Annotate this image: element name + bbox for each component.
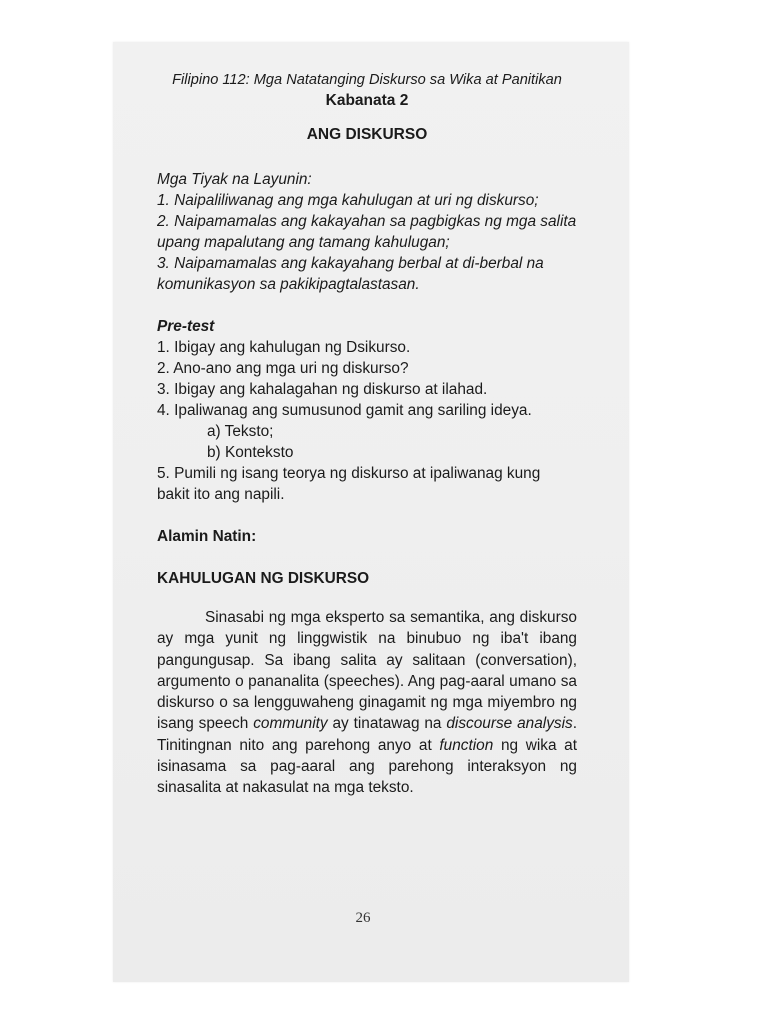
objective-item: 2. Naipamamalas ang kakayahan sa pagbigkas ng mga salita upang mapalutang ang tamang kahulugan; (157, 213, 577, 251)
objective-item: 3. Naipamamalas ang kakayahang berbal at di-berbal na komunikasyon sa pakikipagtalastasan. (157, 255, 544, 293)
pretest-item: 1. Ibigay ang kahulugan ng Dsikurso. (157, 339, 411, 356)
pretest-item: 3. Ibigay ang kahalagahan ng diskurso at ilahad. (157, 381, 488, 398)
paragraph-text: ng wika at isinasama sa pag-aaral ang parehong interaksyon ng sinasalita at nakasulat na mga teksto. (157, 736, 577, 797)
italic-term: function (439, 736, 494, 754)
chapter-title: ANG DISKURSO (306, 126, 428, 143)
document-page (157, 70, 577, 814)
body-paragraph (157, 607, 577, 799)
paragraph-text: . Tinitingnan nito ang parehong anyo at (157, 715, 578, 754)
objectives-heading: Mga Tiyak na Layunin: (157, 171, 312, 188)
alamin-heading: Alamin Natin: (157, 528, 257, 545)
objectives-list (157, 190, 577, 295)
course-header: Filipino 112: Mga Natatanging Diskurso sa Wika at Panitikan (172, 72, 562, 88)
paragraph-text: ay tinatawag na (327, 715, 447, 733)
objective-item: 1. Naipaliliwanag ang mga kahulugan at uri ng diskurso; (157, 192, 539, 209)
pretest-item: 2. Ano-ano ang mga uri ng diskurso? (157, 360, 409, 377)
section-heading: KAHULUGAN NG DISKURSO (157, 570, 370, 587)
chapter-label: Kabanata 2 (325, 92, 409, 109)
pretest-list (157, 337, 577, 505)
pretest-subitem: b) Konteksto (207, 444, 294, 461)
pretest-item: 5. Pumili ng isang teorya ng diskurso at ipaliwanag kung bakit ito ang napili. (157, 465, 541, 503)
page-number: 26 (355, 910, 371, 926)
paragraph-text: Sinasabi ng mga eksperto sa semantika, ang diskurso ay mga yunit ng linggwistik na binubuo ng iba't ibang pangungusap. Sa ibang salita ay salitaan (conversation), argumento o pananalita (speeches). Ang pag-aaral umano sa diskurso o sa lengguwaheng ginagamit ng mga miyembro ng isang speech (157, 609, 577, 733)
pretest-heading: Pre-test (157, 318, 215, 335)
italic-term: discourse analysis (446, 715, 573, 733)
pretest-item: 4. Ipaliwanag ang sumusunod gamit ang sariling ideya. (157, 402, 532, 419)
pretest-subitem: a) Teksto; (207, 423, 274, 440)
italic-term: community (253, 715, 328, 733)
